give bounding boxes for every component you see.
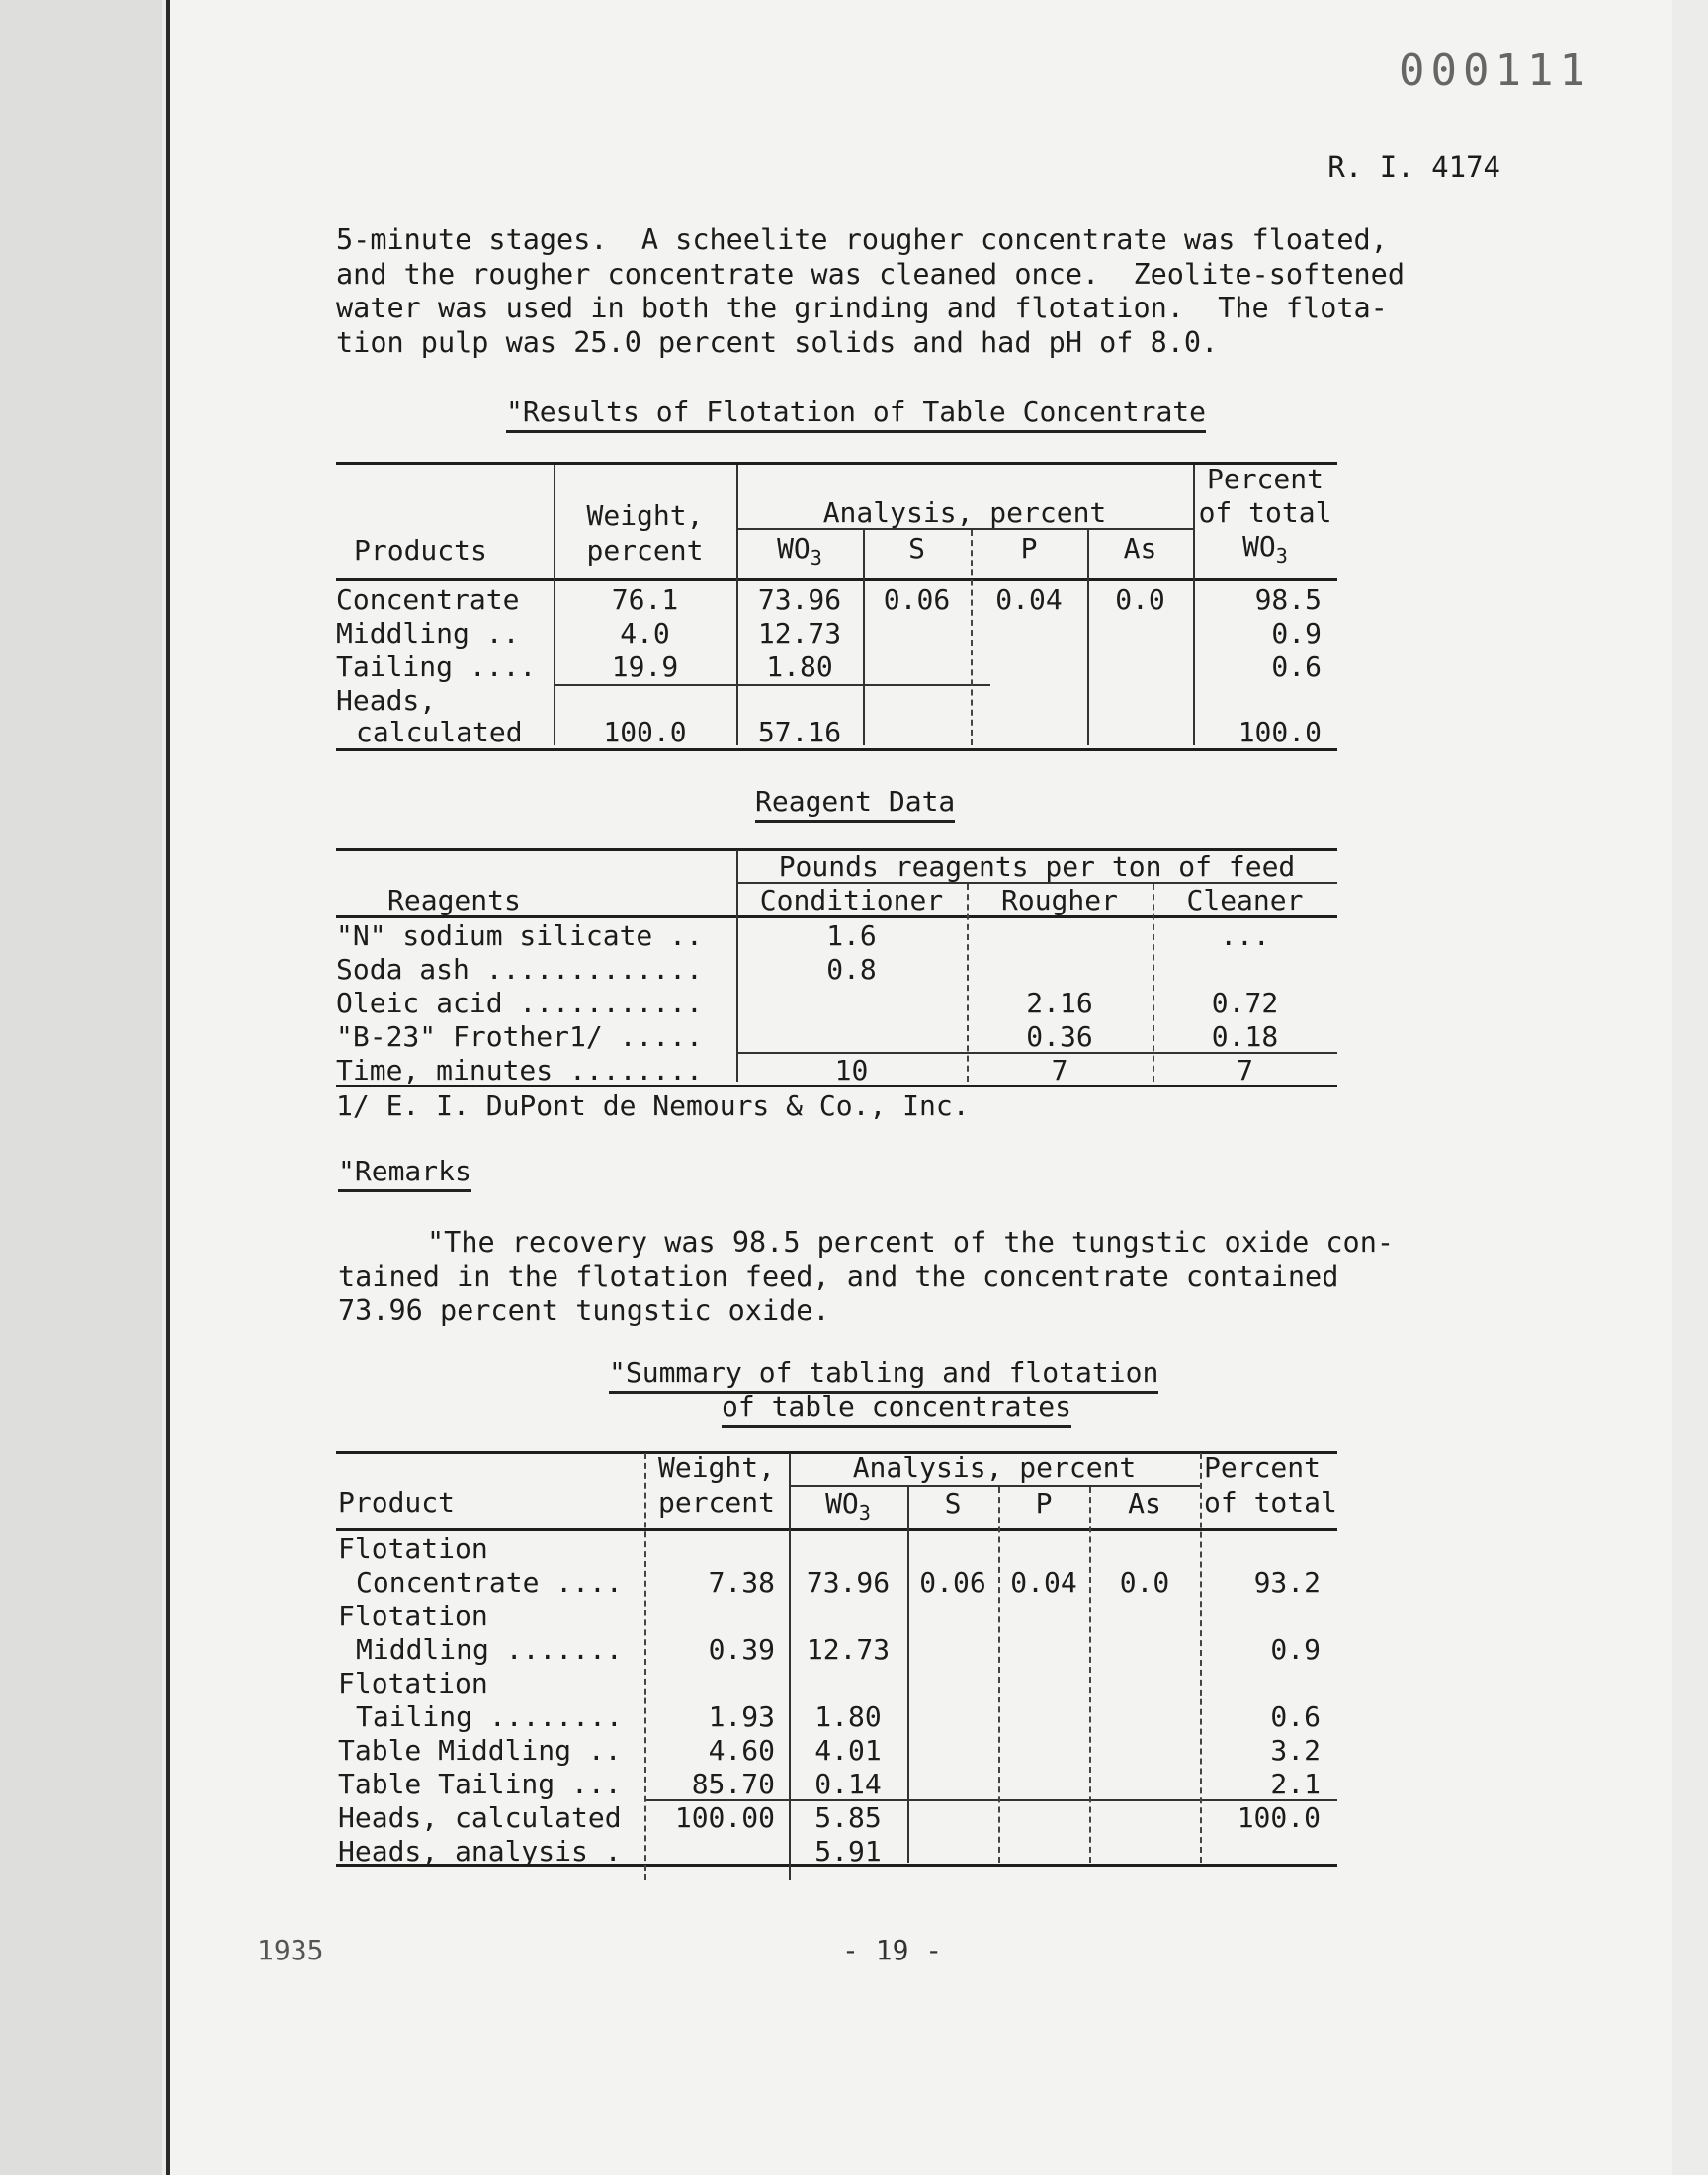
table1-s: 0.06 [883, 583, 951, 616]
table1-title: "Results of Flotation of Table Concentrate [506, 395, 1206, 428]
table1-total-rule [554, 684, 990, 686]
table1-pct: 0.9 [1271, 617, 1322, 650]
table1-wo3: 57.16 [757, 716, 842, 748]
table3-title: of table concentrates [722, 1390, 1071, 1423]
table3-vline [998, 1487, 1000, 1863]
table1-p: 0.04 [995, 583, 1063, 616]
table3-weight: 0.39 [708, 1633, 775, 1666]
table3-wo3: 1.80 [814, 1700, 882, 1733]
table1-as: 0.0 [1115, 583, 1165, 616]
table3-product: Heads, calculated [338, 1801, 622, 1834]
table3-col-as: As [1128, 1487, 1161, 1520]
table1-col-weight: Weight, [586, 499, 704, 532]
table3-col-pct: Percent [1204, 1451, 1322, 1484]
table2-conditioner: 0.8 [826, 953, 877, 986]
table3-wo3: 5.85 [814, 1801, 882, 1834]
table3-col-p: P [1035, 1487, 1053, 1520]
table3-s: 0.06 [919, 1566, 986, 1599]
table1-product: Concentrate [336, 583, 520, 616]
table2-rougher: 0.36 [1026, 1020, 1093, 1053]
remarks-text: "The recovery was 98.5 percent of the tungstic oxide con- tained in the flotation feed, and the concentrate contained 73.96 percent tungstic oxide. [338, 1226, 1395, 1327]
table3-as: 0.0 [1119, 1566, 1170, 1599]
table3-weight: 1.93 [708, 1700, 775, 1733]
table1-col-pct: Percent [1206, 463, 1324, 495]
table3-product: Flotation [338, 1600, 488, 1632]
table3-wo3: 12.73 [806, 1633, 891, 1666]
table1-product: Middling .. [336, 617, 520, 650]
table3-product: Flotation [338, 1667, 488, 1699]
table2-rougher: 2.16 [1026, 987, 1093, 1019]
table3-weight: 7.38 [708, 1566, 775, 1599]
table2-col-pounds: Pounds reagents per ton of feed [778, 850, 1296, 883]
table2-cleaner: ... [1220, 919, 1270, 952]
table3-col-analysis: Analysis, percent [852, 1451, 1137, 1484]
table2-reagent: Time, minutes ........ [336, 1054, 703, 1087]
table1-col-wo3: $WO_3$ [777, 532, 822, 570]
table2-col-cleaner: Cleaner [1186, 884, 1304, 916]
table3-col-pct: of total [1204, 1486, 1337, 1519]
table1-weight: 76.1 [611, 583, 679, 616]
table3-product: Middling ....... [356, 1633, 623, 1666]
table1-col-pct: $WO_3$ [1242, 530, 1288, 568]
table1-col-analysis: Analysis, percent [822, 496, 1107, 529]
table3-product: Concentrate .... [356, 1566, 623, 1599]
table3-col-s: S [944, 1487, 962, 1520]
table2-col-reagents: Reagents [387, 884, 521, 916]
table1-col-as: As [1123, 532, 1157, 565]
table2-reagent: "N" sodium silicate .. [336, 919, 703, 952]
table2-reagent: Soda ash ............. [336, 953, 703, 986]
document-stamp-number: 000111 [1399, 45, 1591, 96]
table2-reagent: "B-23" Frother1/ ..... [336, 1020, 703, 1053]
table3-col-weight: Weight, [657, 1451, 775, 1484]
table1-weight: 19.9 [611, 651, 679, 683]
table1-pct: 0.6 [1271, 651, 1322, 683]
table1-col-products: Products [354, 534, 487, 566]
table1-weight: 100.0 [603, 716, 687, 748]
table2-reagent: Oleic acid ........... [336, 987, 703, 1019]
table3-weight: 100.00 [674, 1801, 775, 1834]
table2-cleaner: 0.18 [1211, 1020, 1279, 1053]
table1-col-pct: of total [1198, 496, 1332, 529]
table3-wo3: 73.96 [806, 1566, 891, 1599]
table3-wo3: 5.91 [814, 1835, 882, 1868]
table1-col-p: P [1020, 532, 1038, 565]
table2-conditioner: 1.6 [826, 919, 877, 952]
table1-product: Tailing .... [336, 651, 537, 683]
table1-vline [554, 465, 555, 745]
page-number: - 19 - [842, 1934, 943, 1966]
table1-wo3: 1.80 [766, 651, 833, 683]
table3-vline [907, 1487, 909, 1863]
table3-pct: 0.6 [1270, 1700, 1321, 1733]
table2-col-rougher: Rougher [1000, 884, 1118, 916]
table3-p: 0.04 [1010, 1566, 1077, 1599]
table2-conditioner: 10 [834, 1054, 869, 1087]
table1-wo3: 73.96 [757, 583, 842, 616]
table3-pct: 93.2 [1253, 1566, 1321, 1599]
table2-cleaner: 0.72 [1211, 987, 1279, 1019]
table1-product: Heads, [336, 684, 437, 717]
table3-pct: 3.2 [1270, 1734, 1321, 1767]
table2-title: Reagent Data [755, 785, 955, 818]
table3-wo3: 4.01 [814, 1734, 882, 1767]
report-id: R. I. 4174 [1327, 150, 1500, 184]
table1-pct: 100.0 [1238, 716, 1322, 748]
table1-weight: 4.0 [620, 617, 670, 650]
table1-col-s: S [908, 532, 925, 565]
intro-paragraph: 5-minute stages. A scheelite rougher concentrate was floated, and the rougher concentrate was cleaned once. Zeolite-softened water was used in both the grinding and flotation. The flota- tion pulp was 25.0 percent solids and had pH of 8.0. [336, 223, 1405, 359]
table3-col-product: Product [338, 1486, 456, 1519]
table3-wo3: 0.14 [814, 1768, 882, 1800]
table3-product: Table Middling .. [338, 1734, 622, 1767]
table1-product: calculated [356, 716, 523, 748]
table3-pct: 100.0 [1237, 1801, 1321, 1834]
binding-margin [0, 0, 162, 2175]
table3-weight: 85.70 [691, 1768, 775, 1800]
table3-product: Table Tailing ... [338, 1768, 622, 1800]
table1-bottom-rule [336, 748, 1337, 751]
table1-wo3: 12.73 [757, 617, 842, 650]
table3-product: Tailing ........ [356, 1700, 623, 1733]
table3-header-rule [336, 1528, 1337, 1531]
table3-pct: 2.1 [1270, 1768, 1321, 1800]
table1-pct: 98.5 [1254, 583, 1322, 616]
table3-product: Heads, analysis . [338, 1835, 622, 1868]
table3-vline [1089, 1487, 1091, 1863]
table1-col-weight: percent [586, 534, 704, 566]
table3-product: Flotation [338, 1532, 488, 1565]
table3-weight: 4.60 [708, 1734, 775, 1767]
table3-col-weight: percent [657, 1486, 775, 1519]
table2-rougher: 7 [1051, 1054, 1068, 1087]
footer-year-mark: 1935 [257, 1934, 324, 1966]
table2-cleaner: 7 [1237, 1054, 1253, 1087]
remarks-heading: "Remarks [338, 1155, 471, 1187]
table3-col-wo3: $WO_3$ [825, 1487, 871, 1525]
table1-header-rule [336, 578, 1337, 581]
table2-footnote: 1/ E. I. DuPont de Nemours & Co., Inc. [336, 1089, 970, 1122]
table2-col-conditioner: Conditioner [759, 884, 944, 916]
table3-pct: 0.9 [1270, 1633, 1321, 1666]
table1-top-rule [336, 462, 1337, 465]
table3-title: "Summary of tabling and flotation [609, 1356, 1158, 1389]
